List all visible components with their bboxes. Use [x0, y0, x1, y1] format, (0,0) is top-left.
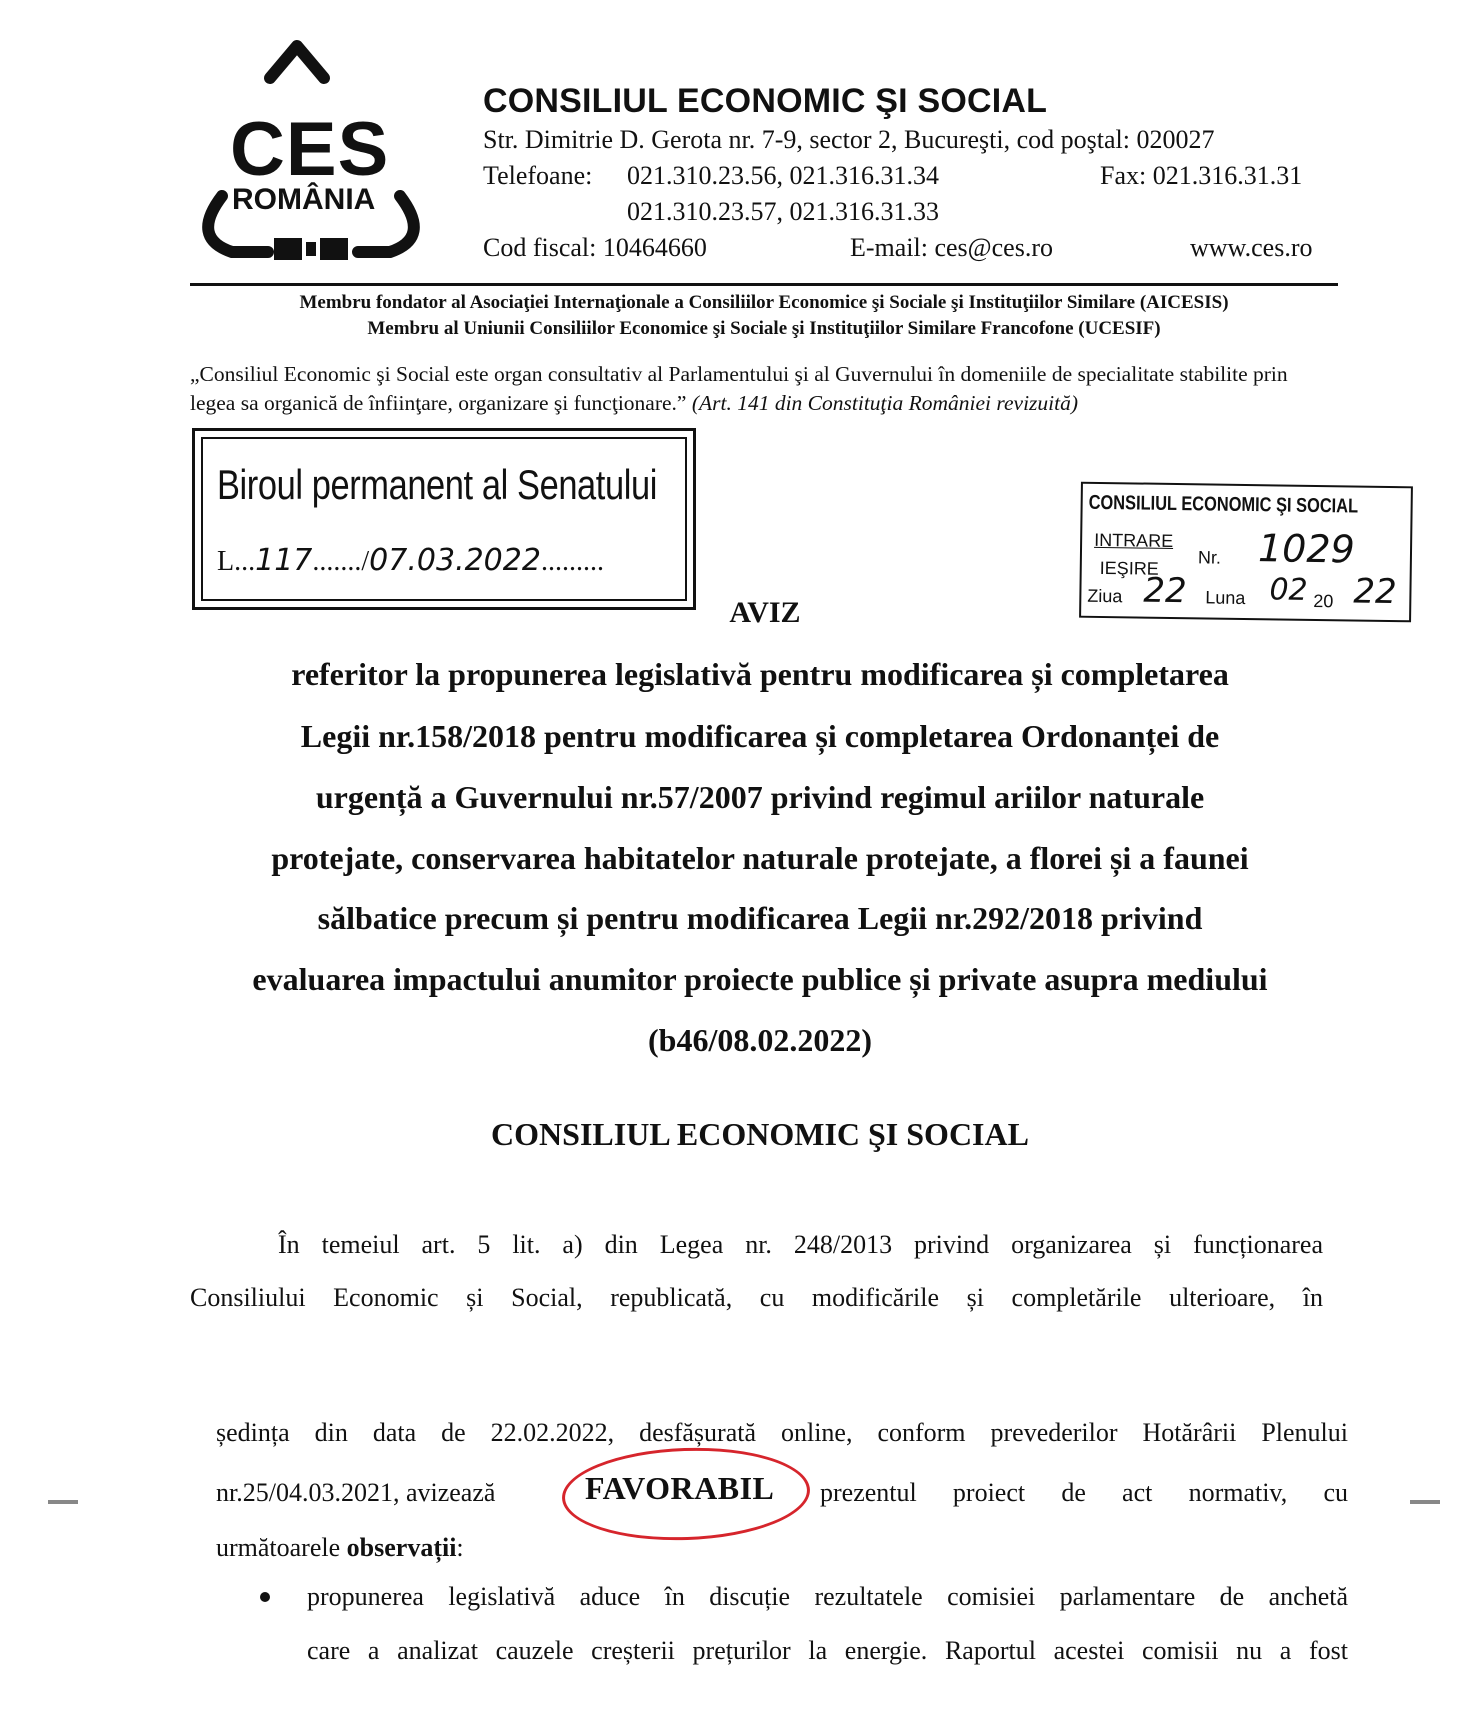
document-type: AVIZ	[729, 596, 801, 629]
title-line: sălbatice precum și pentru modificarea Legii nr.292/2018 privind	[317, 900, 1203, 936]
para1-line1-text: În temeiul art. 5 lit. a) din Legea nr. 248/2013 privind organizarea și funcționarea	[278, 1230, 1323, 1259]
senate-registration-stamp	[192, 428, 696, 610]
paragraph-2-line-2-start: nr.25/04.03.2021, avizează	[216, 1478, 496, 1507]
header-divider	[190, 283, 1338, 286]
ces-romania-logo	[182, 38, 444, 270]
senate-date: 07.03.2022	[369, 543, 541, 578]
phone-label: Telefoane:	[483, 161, 593, 190]
ces-registration-stamp	[1079, 482, 1413, 623]
title-line: (b46/08.02.2022)	[648, 1022, 872, 1058]
dots: ......./	[312, 546, 370, 577]
title-line: urgență a Guvernului nr.57/2007 privind regimul ariilor naturale	[315, 779, 1205, 815]
bullet-1-line-1: propunerea legislativă aduce în discuție rezultatele comisiei parlamentare de anchetă	[307, 1582, 1348, 1611]
stamp-nr-label: Nr.	[1197, 547, 1222, 568]
title-line: protejate, conservarea habitatelor naturale protejate, a florei și a faunei	[271, 840, 1249, 876]
logo-text-ces: CES	[230, 107, 390, 192]
stamp-ziua-value: 22	[1143, 570, 1187, 612]
quote-text: „Consiliul Economic şi Social este organ consultativ al Parlamentului şi al Guvernului în domeniile de specialitate stabilite prin legea sa organică de înfiinţare, organizare şi funcţionare.”	[190, 362, 1288, 415]
org-title: CONSILIUL ECONOMIC ŞI SOCIAL	[483, 82, 1048, 120]
senate-stamp-entry	[217, 543, 604, 578]
council-heading: CONSILIUL ECONOMIC ŞI SOCIAL	[491, 1116, 1029, 1152]
phones-line-1: 021.310.23.56, 021.316.31.34	[627, 161, 939, 190]
paragraph-2-line-3	[216, 1533, 464, 1563]
stamp-luna-label: Luna	[1205, 587, 1246, 608]
title-line: evaluarea impactului anumitor proiecte publice și private asupra mediului	[252, 961, 1268, 997]
observations-word: observații	[346, 1533, 457, 1562]
email: E-mail: ces@ces.ro	[850, 233, 1053, 262]
bullet-icon	[260, 1592, 270, 1602]
stamp-an-label: 20	[1313, 590, 1334, 612]
fiscal-code: Cod fiscal: 10464660	[483, 233, 707, 262]
stamp-intrare: INTRARE	[1094, 529, 1174, 551]
verdict: FAVORABIL	[585, 1470, 775, 1506]
stamp-an-value: 22	[1353, 571, 1397, 613]
title-line: Legii nr.158/2018 pentru modificarea și completarea Ordonanței de	[300, 718, 1220, 754]
constitution-quote	[190, 360, 1338, 418]
senate-number: 117	[255, 543, 313, 578]
phones-line-2: 021.310.23.57, 021.316.31.33	[627, 197, 939, 226]
bullet-1-line-2: care a analizat cauzele creșterii prețurilor la energie. Raportul acestei comisii nu a fost	[307, 1636, 1348, 1665]
stamp-iesire: IEŞIRE	[1099, 557, 1159, 579]
membership-line-2: Membru al Uniunii Consiliilor Economice şi Sociale şi Instituţiilor Similare Francofone (UCESIF)	[367, 318, 1161, 339]
scan-mark-right	[1410, 1500, 1440, 1504]
website: www.ces.ro	[1190, 233, 1313, 262]
title-line: referitor la propunerea legislativă pentru modificarea și completarea	[291, 656, 1229, 692]
stamp-nr-value: 1029	[1257, 526, 1356, 572]
observations-lead: următoarele	[216, 1533, 347, 1562]
dots: .........	[540, 546, 604, 577]
quote-citation: (Art. 141 din Constituţia României revizuită)	[691, 391, 1079, 415]
membership-line-1: Membru fondator al Asociaţiei Internaţionale a Consiliilor Economice şi Sociale şi Instituţiilor Similare (AICESIS)	[299, 292, 1229, 313]
paragraph-2-line-2-end: prezentul proiect de act normativ, cu	[820, 1478, 1348, 1507]
dots: ...	[234, 546, 256, 577]
stamp-inner-border	[201, 437, 687, 601]
scan-mark-left	[48, 1500, 78, 1504]
ces-stamp-title: CONSILIUL ECONOMIC ŞI SOCIAL	[1088, 491, 1359, 518]
logo-text-romania: ROMÂNIA	[232, 183, 376, 216]
stamp-ziua-label: Ziua	[1087, 585, 1123, 607]
paragraph-1-line-2: Consiliului Economic și Social, republicată, cu modificările și completările ulterioare, în	[190, 1283, 1323, 1312]
paragraph-1-line-1	[190, 1230, 1323, 1260]
senate-stamp-title: Biroul permanent al Senatului	[217, 461, 657, 508]
colon: :	[456, 1533, 464, 1562]
address: Str. Dimitrie D. Gerota nr. 7-9, sector 2, Bucureşti, cod poştal: 020027	[483, 125, 1215, 154]
fax: Fax: 021.316.31.31	[1100, 161, 1303, 190]
paragraph-2-line-1: ședința din data de 22.02.2022, desfășurată online, conform prevederilor Hotărârii Plenului	[216, 1418, 1348, 1447]
stamp-luna-value: 02	[1269, 572, 1308, 608]
senate-prefix: L	[217, 546, 235, 577]
